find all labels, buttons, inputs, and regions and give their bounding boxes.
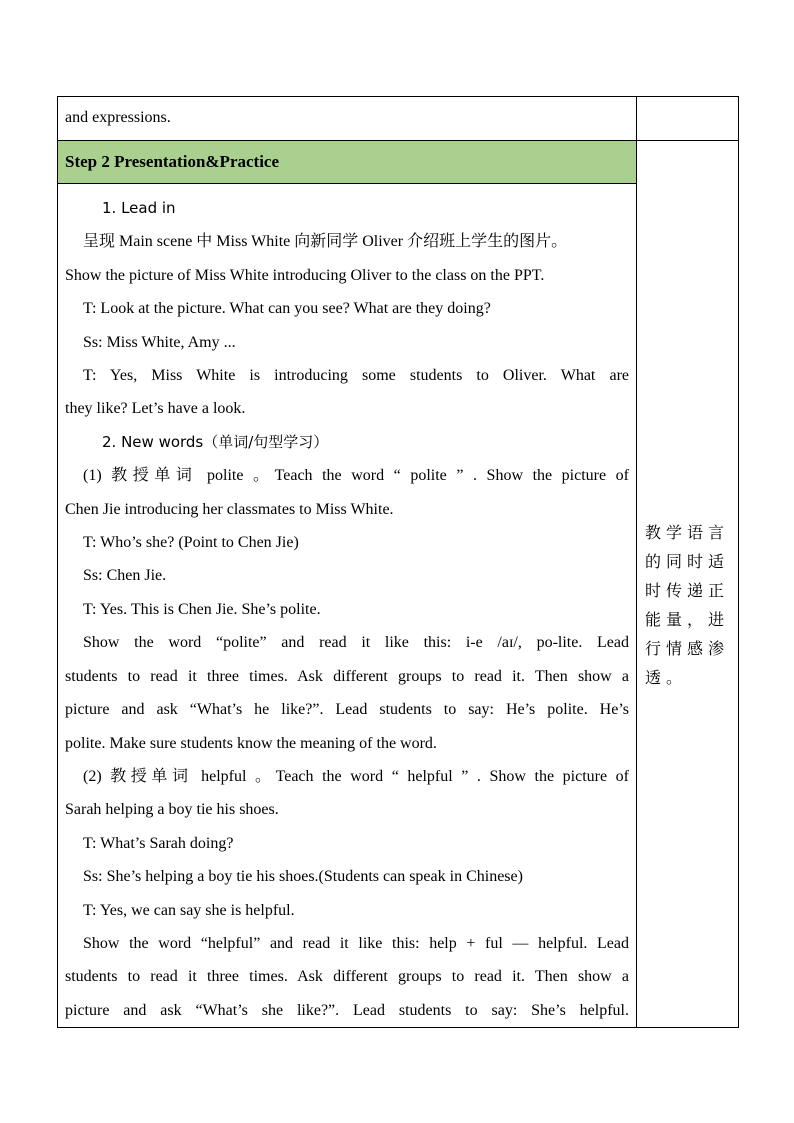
paragraph-line: students to read it three times. Ask different groups to read it. Then show a: [65, 968, 629, 986]
paragraph-line: Ss: She’s helping a boy tie his shoes.(Students can speak in Chinese): [83, 868, 523, 886]
content-cell: [58, 97, 637, 141]
row-side-text: [637, 97, 738, 106]
paragraph-line: (1) 教授单词 polite 。Teach the word “ polite ” . Show the picture of: [83, 467, 629, 485]
paragraph-line: picture and ask “What’s she like?”. Lead students to say: She’s helpful.: [65, 1001, 629, 1019]
row-text: and expressions.: [65, 109, 171, 126]
paragraph-line: Show the word “polite” and read it like this: i-e /aɪ/, po-lite. Lead: [83, 634, 629, 652]
subheading-new-words: 2. New words（单词/句型学习）: [102, 432, 329, 451]
content-cell: [58, 141, 637, 1028]
notes-cell: [637, 97, 739, 141]
step-body: [58, 184, 636, 1027]
lesson-plan-table: [57, 96, 739, 1028]
paragraph-line: Sarah helping a boy tie his shoes.: [65, 801, 279, 819]
paragraph-line: T: Yes, Miss White is introducing some students to Oliver. What are: [83, 367, 629, 385]
paragraph-line: Ss: Chen Jie.: [83, 567, 167, 585]
paragraph-line: Chen Jie introducing her classmates to Miss White.: [65, 500, 394, 518]
paragraph-line: Ss: Miss White, Amy ...: [83, 333, 236, 351]
subheading-lead-in: 1. Lead in: [102, 199, 176, 217]
table-row: [58, 141, 739, 1028]
teaching-note: 教学语言的同时适时传递正能量，进行情感渗透。: [645, 525, 730, 687]
paragraph-line: polite. Make sure students know the meaning of the word.: [65, 734, 437, 752]
paragraph-line: 呈现 Main scene 中 Miss White 向新同学 Oliver 介绍班上学生的图片。: [83, 233, 568, 251]
paragraph-line: (2) 教授单词 helpful 。Teach the word “ helpful ” . Show the picture of: [83, 767, 629, 785]
notes-cell: [637, 141, 739, 1028]
paragraph-line: students to read it three times. Ask different groups to read it. Then show a: [65, 667, 629, 685]
paragraph-line: Show the picture of Miss White introducing Oliver to the class on the PPT.: [65, 266, 545, 284]
paragraph-line: Show the word “helpful” and read it like this: help + ful — helpful. Lead: [83, 934, 629, 952]
paragraph-line: they like? Let’s have a look.: [65, 400, 246, 418]
paragraph-line: T: Yes, we can say she is helpful.: [83, 901, 295, 919]
step-heading: Step 2 Presentation&Practice: [58, 141, 636, 184]
paragraph-line: T: Who’s she? (Point to Chen Jie): [83, 534, 299, 552]
paragraph-line: T: Look at the picture. What can you see? What are they doing?: [83, 300, 491, 318]
paragraph-line: picture and ask “What’s he like?”. Lead students to say: He’s polite. He’s: [65, 701, 629, 719]
paragraph-line: T: Yes. This is Chen Jie. She’s polite.: [83, 600, 321, 618]
table-row: [58, 97, 739, 141]
paragraph-line: T: What’s Sarah doing?: [83, 834, 234, 852]
